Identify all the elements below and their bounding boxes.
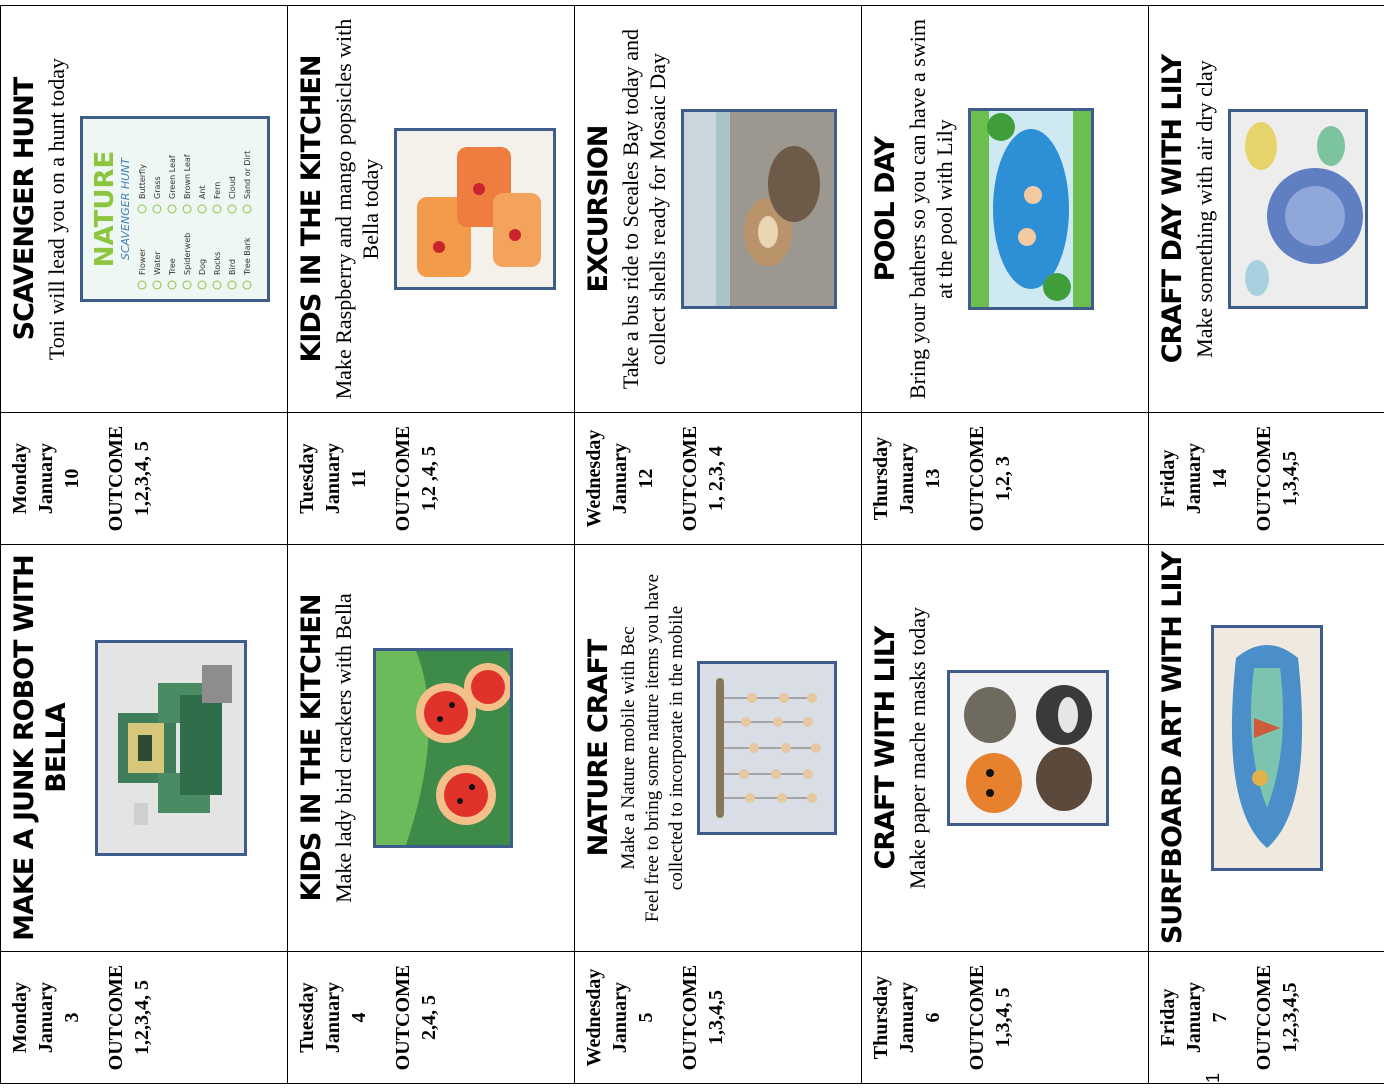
page-number: 1 xyxy=(1203,1072,1223,1083)
month-name: January xyxy=(1183,981,1205,1054)
checklist-item: Ant xyxy=(198,185,207,200)
date-cell xyxy=(288,952,575,1084)
activity-description: Toni will lead you on a hunt today xyxy=(44,57,69,361)
date-cell xyxy=(575,952,862,1084)
activity-cell xyxy=(575,6,862,413)
popsicles-photo xyxy=(394,128,556,290)
day-name: Friday xyxy=(1157,449,1179,508)
activity-description: Take a bus ride to Sceales Bay today and collect shells ready for Mosaic Day xyxy=(618,28,670,390)
outcome-values: 1,2, 3 xyxy=(992,456,1014,502)
date-cell xyxy=(862,952,1149,1084)
activity-title: SURFBOARD ART WITH LILY xyxy=(1157,551,1188,945)
month-name: January xyxy=(322,981,344,1054)
outcome-label: OUTCOME xyxy=(966,425,988,532)
outcome-values: 1,2,3,4,5 xyxy=(1279,982,1301,1053)
date-cell xyxy=(1,413,288,545)
activity-cell xyxy=(575,545,862,952)
table-row xyxy=(1,6,288,1084)
outcome-values: 1,2 ,4, 5 xyxy=(418,446,440,512)
date-cell xyxy=(1149,413,1384,545)
outcome-values: 2,4, 5 xyxy=(418,995,440,1041)
outcome-label: OUTCOME xyxy=(966,964,988,1071)
activity-title: SCAVENGER HUNT xyxy=(9,77,40,341)
activity-description: Make something with air dry clay xyxy=(1192,60,1217,358)
scavenger-sheet-subheading: SCAVENGER HUNT xyxy=(119,157,132,261)
outcome-values: 1,2,3,4, 5 xyxy=(131,980,153,1056)
activity-description: Make lady bird crackers with Bella xyxy=(331,593,356,903)
surfboard-art-photo xyxy=(1211,625,1323,871)
activity-table xyxy=(0,5,1384,1084)
day-name: Thursday xyxy=(870,436,892,521)
checklist-item: Green Leaf xyxy=(168,155,177,200)
ladybird-crackers-photo xyxy=(373,648,513,848)
day-number: 12 xyxy=(635,468,657,489)
activity-cell xyxy=(1149,545,1384,952)
day-number: 3 xyxy=(61,1012,83,1023)
date-cell xyxy=(1149,952,1384,1084)
table-row xyxy=(1149,6,1384,1084)
activity-cell xyxy=(862,6,1149,413)
activity-title: KIDS IN THE KITCHEN xyxy=(296,55,327,363)
day-number: 7 xyxy=(1209,1012,1231,1023)
activity-cell xyxy=(1,545,288,952)
day-name: Monday xyxy=(9,443,31,515)
checklist-item: Rocks xyxy=(213,251,222,276)
date-cell xyxy=(575,413,862,545)
activity-cell xyxy=(288,6,575,413)
outcome-label: OUTCOME xyxy=(1253,964,1275,1071)
outcome-values: 1, 2,3, 4 xyxy=(705,446,727,512)
checklist-item: Tree xyxy=(168,258,177,276)
day-name: Monday xyxy=(9,981,31,1054)
activity-cell xyxy=(1,6,288,413)
date-cell xyxy=(1,952,288,1084)
day-number: 6 xyxy=(922,1012,944,1023)
clay-plates-photo xyxy=(1228,109,1368,309)
month-name: January xyxy=(322,443,344,515)
activity-title: CRAFT DAY WITH LILY xyxy=(1157,54,1188,364)
activity-title: POOL DAY xyxy=(870,136,901,282)
activity-title: NATURE CRAFT xyxy=(583,639,614,857)
activity-description: Bring your bathers so you can have a swim at the pool with Lily xyxy=(905,19,957,400)
activity-description: Make a Nature mobile with Bec xyxy=(618,626,639,870)
outcome-label: OUTCOME xyxy=(392,964,414,1071)
outcome-label: OUTCOME xyxy=(679,964,701,1071)
outcome-label: OUTCOME xyxy=(105,425,127,532)
outcome-values: 1,3,4,5 xyxy=(705,990,727,1046)
checklist-item: Brown Leaf xyxy=(183,154,192,200)
month-name: January xyxy=(35,981,57,1054)
beach-shells-photo xyxy=(681,109,837,309)
checklist-item: Cloud xyxy=(228,176,237,200)
day-number: 5 xyxy=(635,1012,657,1023)
day-name: Wednesday xyxy=(583,429,605,528)
month-name: January xyxy=(1183,443,1205,515)
day-number: 13 xyxy=(922,468,944,489)
date-cell xyxy=(288,413,575,545)
checklist-item: Water xyxy=(153,251,162,276)
junk-robot-photo xyxy=(95,640,247,856)
activity-title: CRAFT WITH LILY xyxy=(870,626,901,870)
day-name: Tuesday xyxy=(296,443,318,514)
checklist-item: Sand or Dirt xyxy=(243,150,252,200)
outcome-values: 1,3,4, 5 xyxy=(992,987,1014,1048)
outcome-label: OUTCOME xyxy=(392,425,414,532)
day-number: 10 xyxy=(61,468,83,489)
checklist-item: Bird xyxy=(228,259,237,276)
date-cell xyxy=(862,413,1149,545)
outcome-label: OUTCOME xyxy=(679,425,701,532)
outcome-values: 1,2,3,4, 5 xyxy=(131,441,153,517)
activity-description: Make Raspberry and mango popsicles with Bella today xyxy=(331,18,383,400)
outcome-values: 1,3,4,5 xyxy=(1279,451,1301,507)
day-name: Thursday xyxy=(870,975,892,1060)
activity-note: Feel free to bring some nature items you have collected to incorporate in the mobile xyxy=(642,573,687,923)
day-name: Wednesday xyxy=(583,968,605,1067)
month-name: January xyxy=(609,443,631,515)
activity-cell xyxy=(862,545,1149,952)
day-name: Friday xyxy=(1157,988,1179,1047)
checklist-item: Butterfly xyxy=(138,164,147,200)
checklist-item: Dog xyxy=(198,258,207,276)
pool-cartoon xyxy=(968,108,1094,310)
day-name: Tuesday xyxy=(296,982,318,1053)
activity-title: MAKE A JUNK ROBOT WITH BELLA xyxy=(9,555,72,941)
activity-title: EXCURSION xyxy=(583,125,614,293)
activity-cell xyxy=(1149,6,1384,413)
month-name: January xyxy=(896,981,918,1054)
table-row xyxy=(862,6,1149,1084)
day-number: 14 xyxy=(1209,468,1231,489)
activity-description: Make paper mache masks today xyxy=(905,606,930,890)
paper-mache-masks-photo xyxy=(947,670,1109,826)
month-name: January xyxy=(896,443,918,515)
nature-scavenger-hunt-sheet xyxy=(80,116,270,302)
checklist-item: Grass xyxy=(153,176,162,200)
checklist-item: Fern xyxy=(213,181,222,200)
nature-mobile-photo xyxy=(697,661,837,835)
scavenger-sheet-heading: NATURE xyxy=(90,150,120,268)
table-row xyxy=(288,6,575,1084)
activity-cell xyxy=(288,545,575,952)
month-name: January xyxy=(35,443,57,515)
activity-title: KIDS IN THE KITCHEN xyxy=(296,594,327,902)
table-row xyxy=(575,6,862,1084)
outcome-label: OUTCOME xyxy=(105,964,127,1071)
outcome-label: OUTCOME xyxy=(1253,425,1275,532)
month-name: January xyxy=(609,981,631,1054)
day-number: 4 xyxy=(348,1012,370,1023)
checklist-item: Tree Bark xyxy=(243,237,252,276)
checklist-item: Flower xyxy=(138,248,147,276)
day-number: 11 xyxy=(348,469,370,489)
checklist-item: Spiderweb xyxy=(183,232,192,276)
